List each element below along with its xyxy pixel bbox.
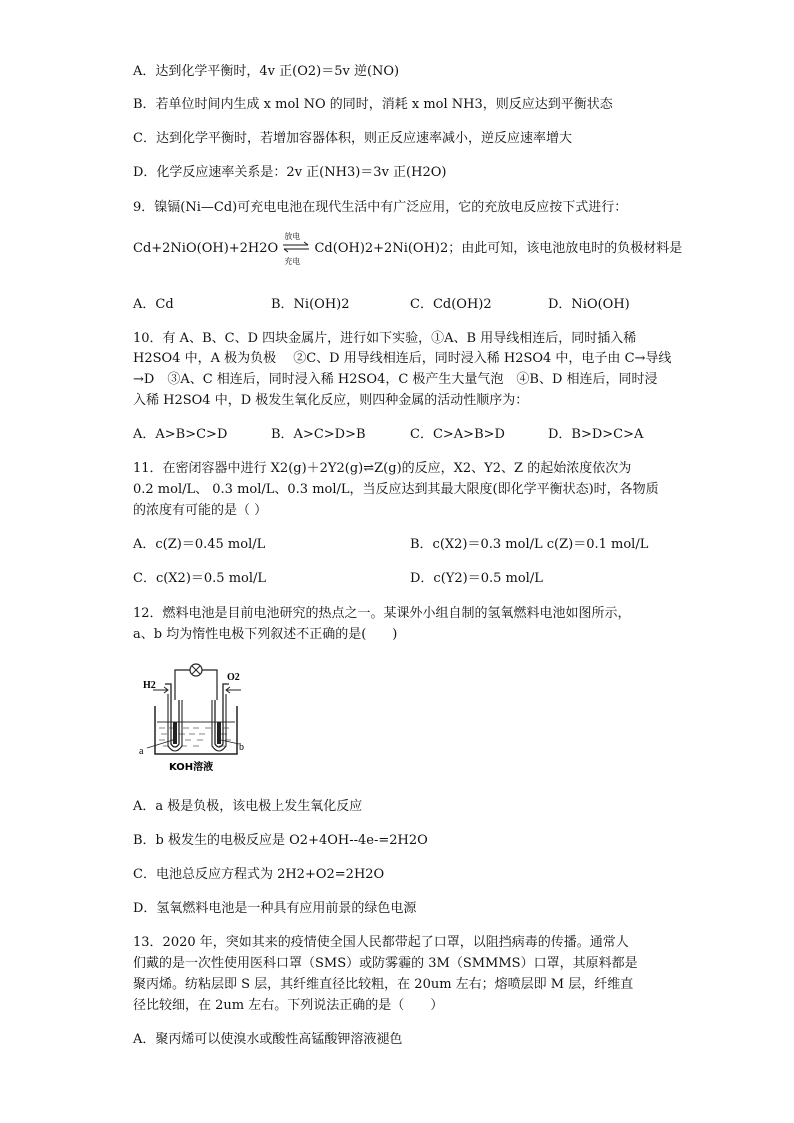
q13-line-1: 13．2020 年，突如其来的疫情使全国人民都带起了口罩，以阻挡病毒的传播。通常人 — [133, 935, 629, 950]
q8-option-d: D．化学反应速率关系是：2v 正(NH3)＝3v 正(H2O) — [133, 165, 447, 180]
q9-option-a: A．Cd — [133, 297, 174, 312]
q9-stem: 9．镍镉(Ni—Cd)可充电电池在现代生活中有广泛应用，它的充放电反应按下式进行： — [133, 200, 628, 215]
h2-label: H2 — [143, 680, 156, 691]
q9-eq-left: Cd+2NiO(OH)+2H2O — [133, 241, 279, 256]
q9-eq-charge: 充电 — [284, 257, 301, 266]
q12-option-a: A．a 极是负极，该电极上发生氧化反应 — [133, 799, 363, 814]
q8-option-a: A．达到化学平衡时，4v 正(O2)＝5v 逆(NO) — [133, 64, 400, 79]
q12-line-2: a、b 均为惰性电极下列叙述不正确的是( ) — [133, 627, 398, 642]
q13-line-2: 们戴的是一次性使用医科口罩（SMS）或防雾霾的 3M（SMMMS）口罩，其原料都是 — [133, 956, 638, 971]
q11-option-b: B．c(X2)＝0.3 mol/L c(Z)＝0.1 mol/L — [410, 537, 649, 552]
q10-line-4: 入稀 H2SO4 中，D 极发生氧化反应，则四种金属的活动性顺序为： — [133, 393, 529, 408]
q9-option-c: C．Cd(OH)2 — [410, 297, 492, 312]
q11-option-a: A．c(Z)＝0.45 mol/L — [133, 537, 266, 552]
q10-option-a: A．A>B>C>D — [133, 427, 228, 442]
q9-eq-right: Cd(OH)2+2Ni(OH)2；由此可知，该电池放电时的负极材料是 — [314, 241, 683, 256]
fuel-cell-figure — [135, 658, 245, 778]
q12-option-d: D．氢氧燃料电池是一种具有应用前景的绿色电源 — [133, 901, 417, 916]
q13-option-a: A．聚丙烯可以使溴水或酸性高锰酸钾溶液褪色 — [133, 1032, 403, 1047]
q8-option-b: B．若单位时间内生成 x mol NO 的同时，消耗 x mol NH3，则反应达到平衡状态 — [133, 97, 613, 112]
q10-line-3: →D ③A、C 相连后，同时浸入稀 H2SO4，C 极产生大量气泡 ④B、D 相连后，同时浸 — [133, 372, 658, 387]
q10-option-b: B．A>C>D>B — [271, 427, 366, 442]
q12-line-1: 12．燃料电池是目前电池研究的热点之一。某课外小组自制的氢氧燃料电池如图所示， — [133, 606, 631, 621]
q9-option-b: B．Ni(OH)2 — [271, 297, 350, 312]
q9-eq-discharge: 放电 — [284, 232, 301, 241]
electrode-b-label: b — [239, 742, 244, 753]
q9-equation — [133, 232, 683, 266]
q8-option-c: C．达到化学平衡时，若增加容器体积，则正反应速率减小，逆反应速率增大 — [133, 131, 572, 146]
fuel-cell-diagram — [135, 658, 245, 778]
koh-solution-label: KOH溶液 — [169, 762, 214, 773]
q10-option-c: C．C>A>B>D — [410, 427, 505, 442]
q11-option-d: D．c(Y2)＝0.5 mol/L — [410, 571, 543, 586]
q10-line-1: 10．有 A、B、C、D 四块金属片，进行如下实验，①A、B 用导线相连后，同时插入稀 — [133, 331, 637, 346]
q10-option-d: D．B>D>C>A — [548, 427, 644, 442]
q11-option-c: C．c(X2)＝0.5 mol/L — [133, 571, 267, 586]
q11-line-1: 11．在密闭容器中进行 X2(g)＋2Y2(g)⇌Z(g)的反应，X2、Y2、Z 的起始浓度依次为 — [133, 461, 632, 476]
reversible-arrow-icon — [282, 232, 310, 266]
q13-line-4: 径比较细，在 2um 左右。下列说法正确的是（ ） — [133, 998, 444, 1013]
q11-line-2: 0.2 mol/L、 0.3 mol/L、0.3 mol/L，当反应达到其最大限度(即化学平衡状态)时，各物质 — [133, 482, 659, 497]
o2-label: O2 — [227, 672, 240, 683]
q10-line-2: H2SO4 中，A 极为负极 ②C、D 用导线相连后，同时浸入稀 H2SO4 中，电子由 C→导线 — [133, 351, 672, 366]
q9-option-d: D．NiO(OH) — [548, 297, 630, 312]
q11-line-3: 的浓度有可能的是（ ） — [133, 503, 268, 518]
q12-option-c: C．电池总反应方程式为 2H2+O2=2H2O — [133, 867, 385, 882]
q12-option-b: B．b 极发生的电极反应是 O2+4OH--4e-=2H2O — [133, 833, 428, 848]
electrode-a-label: a — [139, 746, 144, 757]
q13-line-3: 聚丙烯。纺粘层即 S 层，其纤维直径比较粗，在 20um 左右；熔喷层即 M 层，纤维直 — [133, 977, 634, 992]
